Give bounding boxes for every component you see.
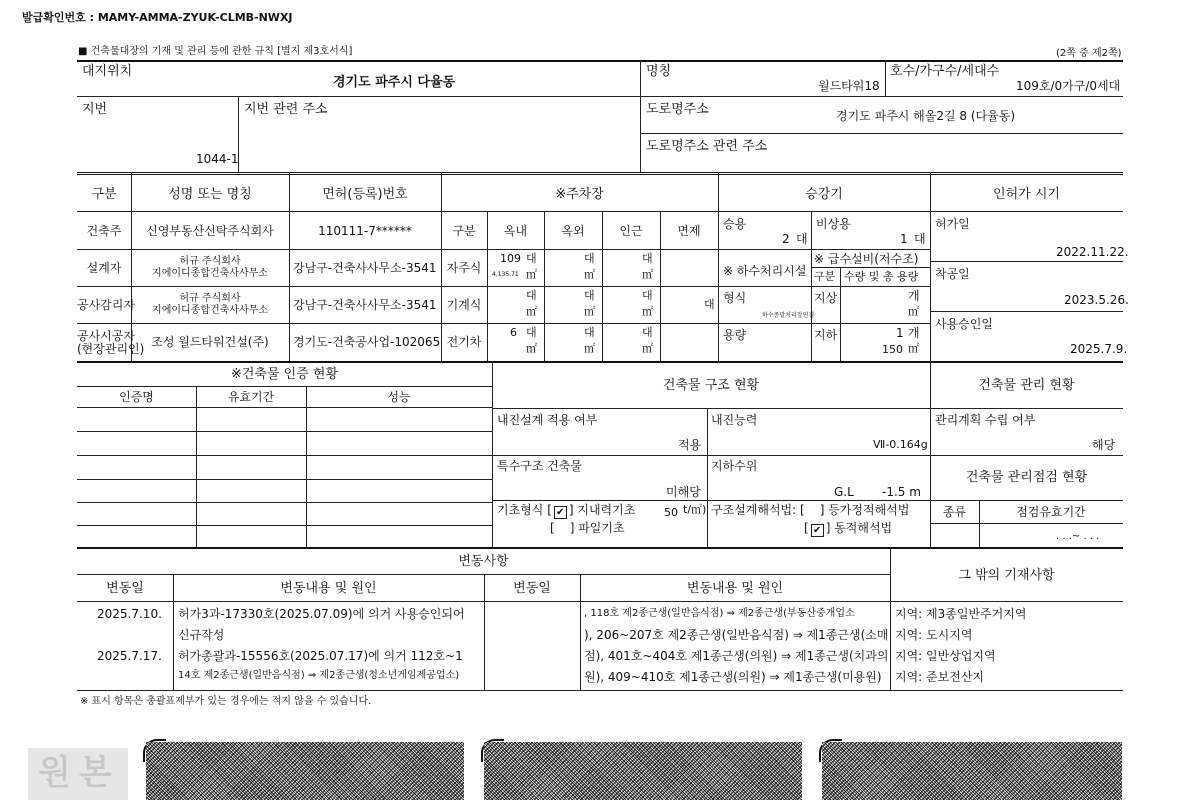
analysis-opt1: 등가정적해석법 bbox=[828, 503, 910, 517]
road-related-label: 도로명주소 관련 주소 bbox=[646, 139, 768, 154]
change-text-right: 원), 409~410호 제1종근생(의원) ⇒ 제1종근생(미용원) bbox=[584, 670, 882, 684]
emergency-label: 비상용 bbox=[816, 217, 851, 231]
parking-col-nearby: 인근 bbox=[619, 224, 643, 238]
analysis-row: 구조설계해석법: [ ] 등가정적해석법 bbox=[711, 503, 910, 517]
special-label: 특수구조 건축물 bbox=[497, 459, 582, 473]
parking-indoor-area: 4,135.71 bbox=[492, 271, 519, 278]
seismic-cap-value: Ⅶ-0.164g bbox=[873, 438, 928, 451]
parking-row-type: 기계식 bbox=[446, 298, 482, 312]
people-name: 허규 주식회사 bbox=[179, 256, 241, 267]
passenger-label: 승용 bbox=[723, 217, 747, 231]
change-text: 14호 제2종근생(일반음식점) ⇒ 제2종근생(청소년게임제공업소) bbox=[178, 670, 460, 681]
passenger-value: 2 bbox=[782, 232, 790, 246]
parking-indoor-count: 6 bbox=[510, 326, 517, 339]
cert-col-valid: 유효기간 bbox=[227, 390, 275, 404]
form-label: 형식 bbox=[723, 291, 747, 305]
water-label: ※ 급수설비(저수조) bbox=[814, 252, 919, 266]
people-license: 강남구-건축사사무소-3541 bbox=[293, 298, 437, 312]
permit-label: 허가일 bbox=[935, 217, 970, 231]
change-text: 신규작성 bbox=[178, 628, 225, 642]
people-name: 지에이디종합건축사사무소 bbox=[152, 268, 268, 279]
above-unit: 개 bbox=[908, 289, 920, 303]
change-date: 2025.7.10. bbox=[97, 607, 162, 621]
start-label: 착공일 bbox=[935, 267, 970, 281]
seismic-cap-label: 내진능력 bbox=[711, 413, 758, 427]
lot-value: 1044-1 bbox=[196, 152, 239, 166]
cert-col-name: 인증명 bbox=[119, 390, 154, 404]
stamp-text: 원본 bbox=[38, 753, 120, 793]
approval-date: 2025.7.9. bbox=[1070, 342, 1128, 356]
unit-area: ㎡ bbox=[584, 268, 595, 281]
change-text-right: ), 206~207호 제2종근생(일반음식점) ⇒ 제1종근생(소매 bbox=[584, 628, 889, 642]
lot-label: 지번 bbox=[82, 102, 108, 117]
unit-area: ㎡ bbox=[584, 342, 595, 355]
permit-title: 인허가 시기 bbox=[993, 187, 1060, 202]
below-volume: 150 bbox=[882, 343, 903, 356]
parking-row-type: 전기차 bbox=[446, 335, 482, 349]
water-sub-volume: 수량 및 총 용량 bbox=[844, 270, 919, 283]
units-label: 호수/가구수/세대수 bbox=[890, 64, 1000, 79]
inspection-col-type: 종류 bbox=[942, 505, 967, 519]
inspection-col-valid: 점검유효기간 bbox=[1016, 505, 1086, 519]
form-note: 하수종말처리장연결 bbox=[762, 312, 815, 319]
foundation-row2: [ ] 파일기초 bbox=[550, 521, 625, 535]
unit-area: ㎡ bbox=[642, 342, 653, 355]
unit-count: 대 bbox=[642, 289, 653, 302]
road-value: 경기도 파주시 해올2길 8 (다율동) bbox=[836, 109, 1015, 123]
permit-date: 2022.11.22. bbox=[1056, 245, 1129, 259]
unit-count: 대 bbox=[526, 289, 537, 302]
unit-area: ㎡ bbox=[526, 268, 537, 281]
people-license: 경기도-건축공사업-102065 bbox=[293, 335, 441, 349]
above-area-unit: ㎡ bbox=[908, 305, 919, 318]
other-title: 그 밖의 기재사항 bbox=[958, 568, 1055, 583]
emergency-value: 1 bbox=[900, 232, 908, 246]
foundation-unit: t/㎡) bbox=[683, 503, 707, 516]
groundwater-label: 지하수위 bbox=[711, 459, 758, 473]
form-title: ■ 건축물대장의 기재 및 관리 등에 관한 규칙 [별지 제3호서식] bbox=[78, 46, 353, 57]
change-text-right: 점), 401호~404호 제1종근생(의원) ⇒ 제1종근생(치과의 bbox=[584, 649, 889, 663]
above-label: 지상 bbox=[814, 291, 838, 305]
special-value: 미해당 bbox=[666, 485, 701, 499]
plan-label: 관리계획 수립 여부 bbox=[935, 413, 1036, 427]
unit-area: ㎡ bbox=[526, 305, 537, 318]
changes-col-content: 변동내용 및 원인 bbox=[686, 581, 784, 596]
groundwater-gl: G.L bbox=[834, 485, 854, 499]
cert-col-perf: 성능 bbox=[387, 390, 411, 404]
lot-related-label: 지번 관련 주소 bbox=[244, 102, 328, 117]
analysis-opt1-check[interactable] bbox=[807, 504, 818, 515]
foundation-opt2-check[interactable] bbox=[557, 522, 568, 533]
passenger-unit: 대 bbox=[796, 232, 808, 246]
people-name: 허규 주식회사 bbox=[179, 293, 241, 304]
people-col-name: 성명 또는 명칭 bbox=[168, 187, 252, 202]
below-label: 지하 bbox=[814, 328, 838, 342]
issue-number: 발급확인번호 : MAMY-AMMA-ZYUK-CLMB-NWXJ bbox=[22, 11, 293, 24]
change-text: 허가총괄과-15556호(2025.07.17)에 의거 112호~1 bbox=[178, 649, 463, 663]
people-name: 지에이디종합건축사사무소 bbox=[152, 305, 268, 316]
foundation-label: 기초형식 bbox=[497, 503, 544, 517]
changes-col-date: 변동일 bbox=[106, 581, 144, 596]
below-unit: 개 bbox=[908, 326, 920, 340]
change-date: 2025.7.17. bbox=[97, 649, 162, 663]
people-type: (현장관리인) bbox=[77, 342, 145, 356]
units-value: 109호/0가구/0세대 bbox=[1016, 79, 1121, 93]
people-col-license: 면허(등록)번호 bbox=[322, 187, 408, 202]
site-value: 경기도 파주시 다율동 bbox=[333, 75, 456, 90]
water-sub-type: 구분 bbox=[814, 270, 836, 283]
other-item: 지역: 일반상업지역 bbox=[895, 649, 996, 663]
name-label: 명칭 bbox=[646, 64, 672, 79]
analysis-row2: [ ✔ ] 동적해석법 bbox=[804, 521, 893, 536]
capacity-label: 용량 bbox=[723, 328, 747, 342]
cert-title: ※건축물 인증 현황 bbox=[230, 367, 339, 382]
unit-area: ㎡ bbox=[584, 305, 595, 318]
changes-col-date: 변동일 bbox=[513, 581, 551, 596]
inspection-valid-value: . . .~ . . . bbox=[1056, 531, 1100, 542]
management-title: 건축물 관리 현황 bbox=[978, 378, 1075, 393]
structure-title: 건축물 구조 현황 bbox=[662, 378, 760, 393]
unit-count: 대 bbox=[642, 326, 653, 339]
foundation-opt1-value: 50 bbox=[664, 506, 678, 519]
changes-title: 변동사항 bbox=[458, 554, 509, 569]
people-type: 공사감리자 bbox=[77, 298, 135, 312]
other-item: 지역: 도시지역 bbox=[895, 628, 973, 642]
unit-count: 대 bbox=[526, 252, 537, 265]
parking-indoor-count: 109 bbox=[500, 252, 521, 265]
below-count: 1 bbox=[896, 326, 904, 340]
people-type: 공사시공자 bbox=[77, 329, 135, 343]
emergency-unit: 대 bbox=[914, 232, 926, 246]
road-label: 도로명주소 bbox=[646, 102, 709, 117]
parking-col-indoor: 옥내 bbox=[503, 224, 528, 238]
foundation-opt1-check[interactable]: ✔ bbox=[554, 506, 567, 519]
people-type: 건축주 bbox=[86, 224, 122, 238]
seismic-value: 적용 bbox=[678, 438, 702, 452]
start-date: 2023.5.26. bbox=[1064, 293, 1129, 307]
foundation-opt2: 파일기초 bbox=[578, 521, 625, 535]
below-area-unit: ㎡ bbox=[908, 342, 919, 355]
people-name: 신영부동산신탁주식회사 bbox=[146, 224, 274, 238]
people-license: 강남구-건축사사무소-3541 bbox=[293, 261, 437, 275]
analysis-label: 구조설계해석법: bbox=[711, 503, 797, 517]
change-text: 허가3과-17330호(2025.07.09)에 의거 사용승인되어 bbox=[178, 607, 465, 621]
analysis-opt2: 동적해석법 bbox=[834, 521, 893, 535]
unit-count: 대 bbox=[642, 252, 653, 265]
site-label: 대지위치 bbox=[82, 64, 133, 79]
parking-col-outdoor: 옥외 bbox=[561, 224, 585, 238]
unit-count: 대 bbox=[526, 326, 537, 339]
page-info: (2쪽 중 제2쪽) bbox=[1056, 48, 1122, 59]
parking-title: ※주차장 bbox=[555, 187, 604, 202]
parking-exempt-unit: 대 bbox=[704, 298, 715, 311]
change-text-right: , 118호 제2종근생(일반음식점) ⇒ 제2종근생(부동산중개업소 bbox=[584, 608, 855, 619]
unit-count: 대 bbox=[584, 326, 595, 339]
approval-label: 사용승인일 bbox=[935, 317, 993, 331]
footnote: ※ 표시 항목은 총괄표제부가 있는 경우에는 적지 않을 수 있습니다. bbox=[80, 696, 372, 707]
sewage-label: ※ 하수처리시설 bbox=[723, 264, 807, 278]
changes-col-content: 변동내용 및 원인 bbox=[280, 581, 377, 596]
parking-col-exempt: 면제 bbox=[677, 224, 701, 238]
security-barcode bbox=[822, 742, 1122, 800]
parking-col-type: 구분 bbox=[452, 224, 476, 238]
groundwater-value: -1.5 m bbox=[882, 485, 921, 499]
elevator-title: 승강기 bbox=[805, 187, 843, 202]
parking-row-type: 자주식 bbox=[446, 261, 482, 275]
foundation-row: 기초형식 [ ✔ ] 지내력기초 bbox=[497, 503, 636, 518]
other-item: 지역: 제3종일반주거지역 bbox=[895, 607, 1027, 621]
unit-area: ㎡ bbox=[526, 342, 537, 355]
people-license: 110111-7****** bbox=[318, 224, 412, 238]
foundation-opt1: 지내력기초 bbox=[577, 503, 636, 517]
unit-count: 대 bbox=[584, 289, 595, 302]
people-name: 조성 월드타워건설(주) bbox=[151, 335, 269, 349]
people-col-type: 구분 bbox=[91, 187, 117, 202]
people-type: 설계자 bbox=[86, 261, 122, 275]
other-item: 지역: 준보전산지 bbox=[895, 670, 985, 684]
security-barcode bbox=[146, 742, 464, 800]
analysis-opt2-check[interactable]: ✔ bbox=[811, 524, 824, 537]
name-value: 월드타워18 bbox=[818, 79, 880, 93]
security-barcode bbox=[484, 742, 802, 800]
plan-value: 해당 bbox=[1092, 438, 1116, 452]
unit-count: 대 bbox=[584, 252, 595, 265]
unit-area: ㎡ bbox=[642, 305, 653, 318]
seismic-label: 내진설계 적용 여부 bbox=[497, 413, 598, 427]
unit-area: ㎡ bbox=[642, 268, 653, 281]
original-stamp bbox=[28, 748, 128, 800]
inspection-title: 건축물 관리점검 현황 bbox=[965, 470, 1088, 485]
